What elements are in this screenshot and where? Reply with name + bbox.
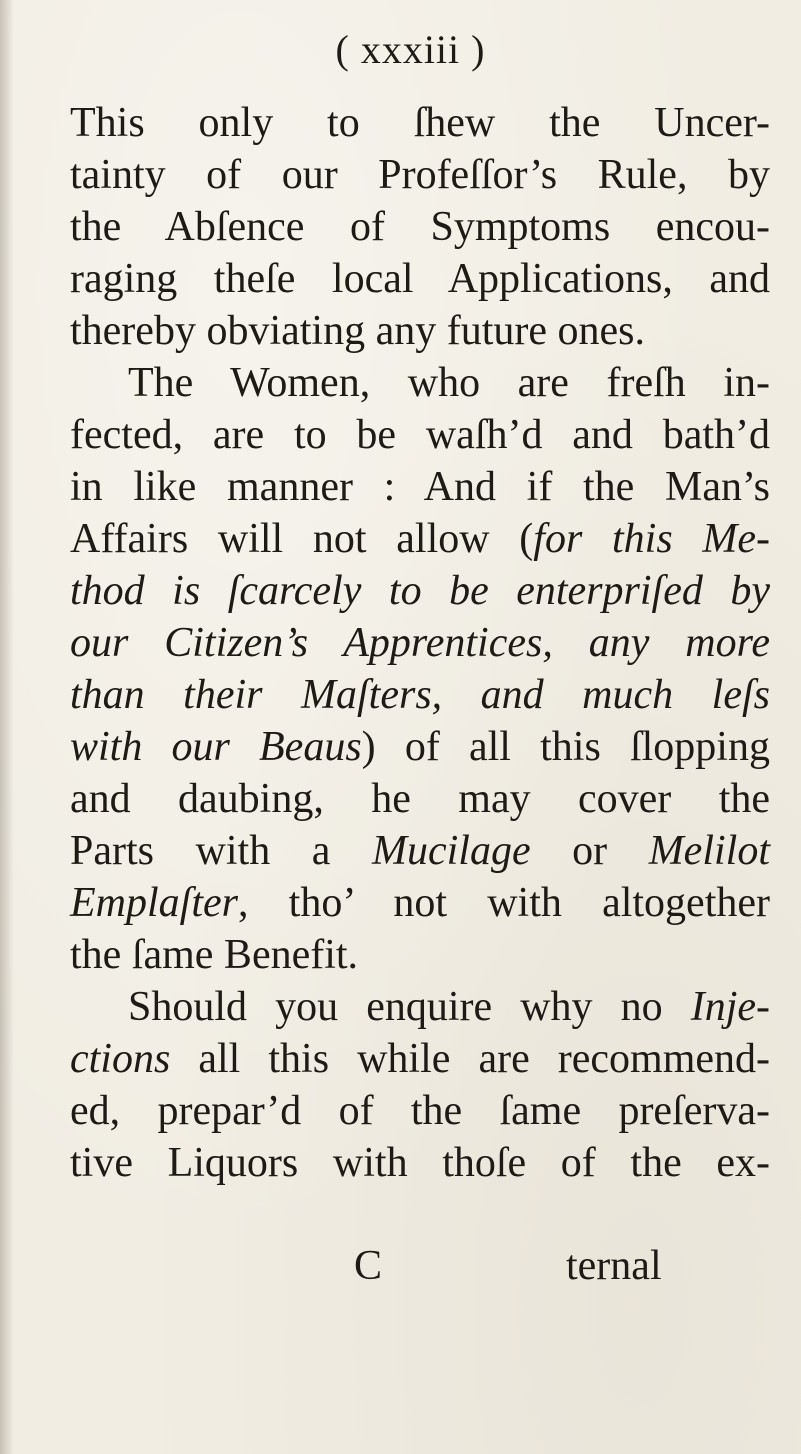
italic-text: than their Maſters, and much leſs — [70, 672, 770, 718]
text-run: and daubing, he may cover the — [70, 776, 770, 822]
page-gutter-shadow — [0, 0, 14, 1454]
text-run: all this while are recommend- — [170, 1036, 770, 1082]
italic-text: our Citizen’s Apprentices, any more — [70, 620, 770, 666]
text-run: ) of all this ſlopping — [361, 724, 770, 770]
text-line — [70, 97, 770, 149]
italic-text: Inje- — [690, 984, 770, 1030]
text-run: Affairs will not allow ( — [70, 516, 534, 562]
text-line — [70, 825, 770, 877]
text-line — [70, 305, 770, 357]
page-footer — [0, 1240, 801, 1292]
text-run: fected, are to be waſh’d and bath’d — [70, 412, 770, 458]
text-run: thereby obviating any future ones. — [70, 308, 645, 354]
text-line — [70, 513, 770, 565]
text-run: Parts with a — [70, 828, 372, 874]
text-run: in like manner : And if the Man’s — [70, 464, 770, 510]
italic-text: for this Me- — [533, 516, 771, 562]
text-line — [70, 409, 770, 461]
page-number-header: ( xxxiii ) — [335, 27, 486, 72]
text-line — [70, 461, 770, 513]
text-line — [70, 1137, 770, 1189]
text-run: The Women, who are freſh in- — [128, 360, 770, 406]
text-line — [70, 1085, 770, 1137]
text-run: raging theſe local Applications, and — [70, 256, 770, 302]
text-line — [70, 201, 770, 253]
italic-text: Emplaſter — [70, 880, 238, 926]
text-run: the ſame Benefit. — [70, 932, 359, 978]
text-line — [70, 617, 770, 669]
text-run: the Abſence of Symptoms encou- — [70, 204, 770, 250]
text-line — [70, 565, 770, 617]
text-run: tive Liquors with thoſe of the ex- — [70, 1140, 770, 1186]
text-line — [70, 1033, 770, 1085]
text-run: ed, prepar’d of the ſame preſerva- — [70, 1088, 770, 1134]
text-run: , tho’ not with altogether — [237, 880, 770, 926]
text-line — [70, 929, 770, 981]
signature-mark: C — [354, 1243, 383, 1289]
text-run: tainty of our Profeſſor’s Rule, by — [70, 152, 770, 198]
text-line — [70, 253, 770, 305]
text-line — [70, 721, 770, 773]
text-run: This only to ſhew the Uncer- — [70, 100, 770, 146]
catchword: ternal — [566, 1243, 662, 1289]
italic-text: Melilot — [648, 828, 770, 874]
text-line — [70, 149, 770, 201]
italic-text: with our Beaus — [70, 724, 362, 770]
text-line — [70, 877, 770, 929]
italic-text: ctions — [70, 1036, 171, 1082]
text-line — [70, 357, 770, 409]
text-run: or — [530, 828, 649, 874]
text-line — [70, 981, 770, 1033]
italic-text: thod is ſcarcely to be enterpriſed by — [70, 568, 770, 614]
italic-text: Mucilage — [371, 828, 531, 874]
text-run: Should you enquire why no — [128, 984, 691, 1030]
text-line — [70, 669, 770, 721]
body-text — [70, 97, 770, 1189]
text-line — [70, 773, 770, 825]
